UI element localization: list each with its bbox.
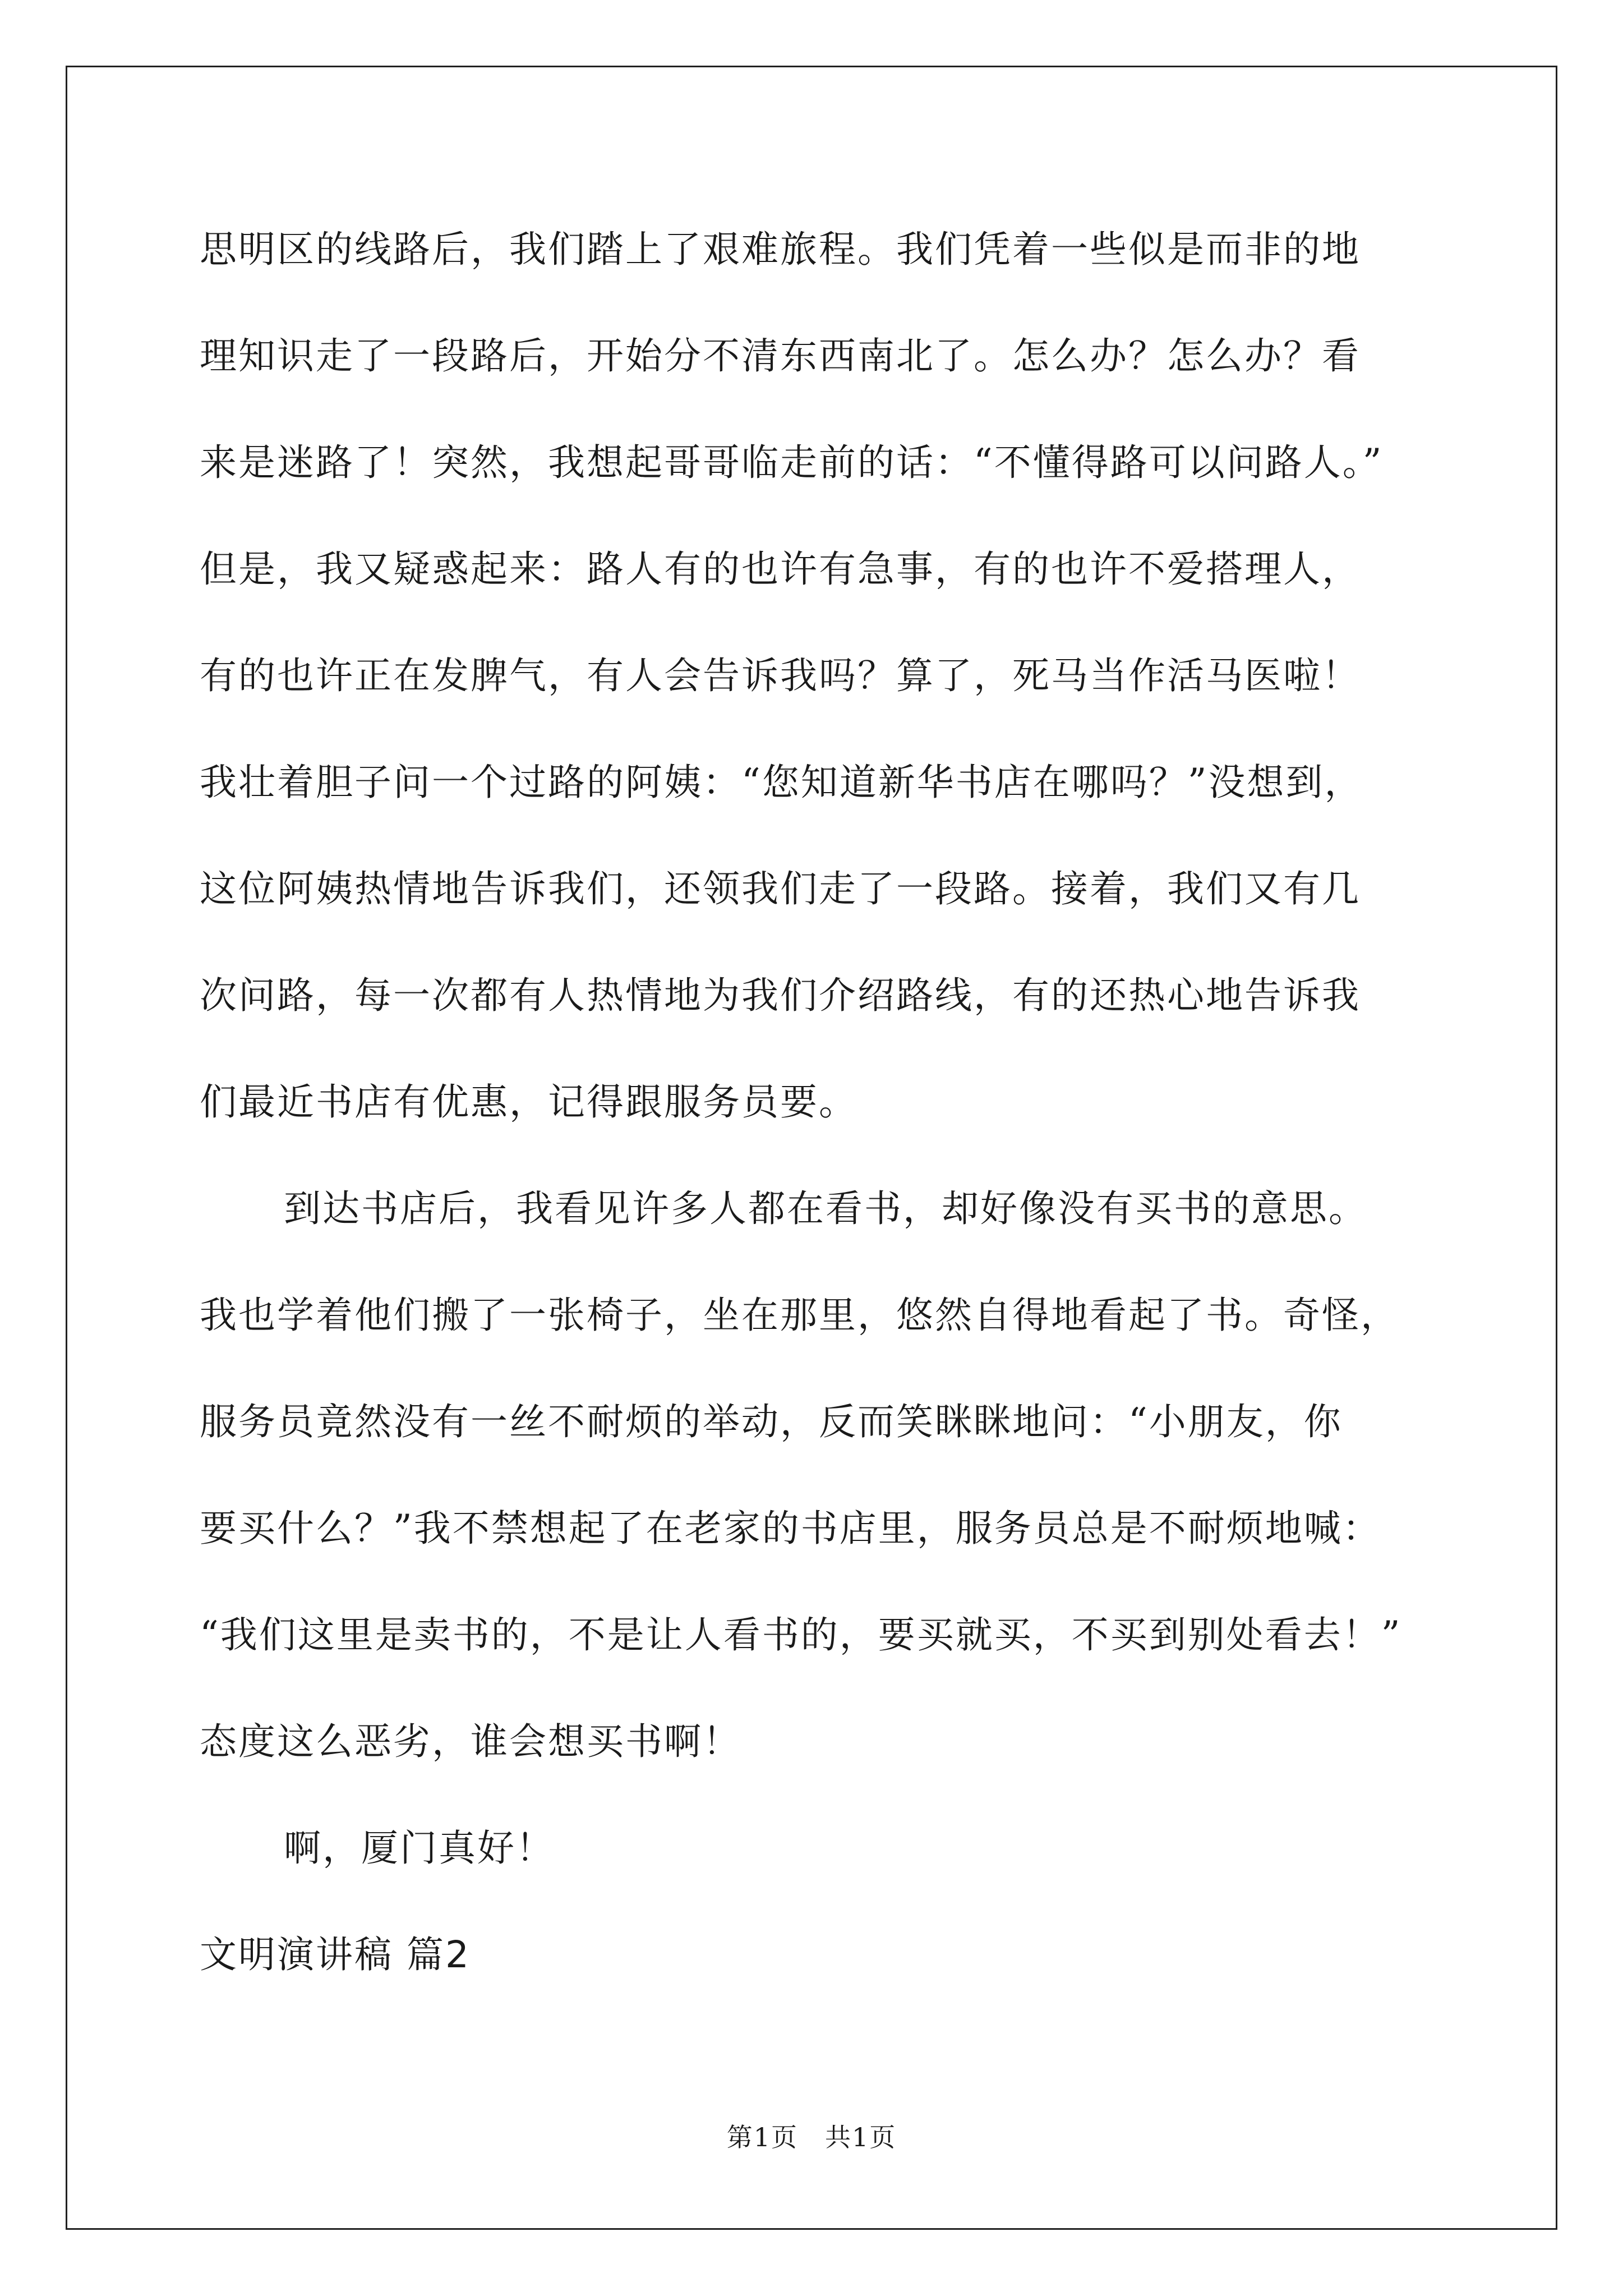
text-line: 要买什么？”我不禁想起了在老家的书店里，服务员总是不耐烦地喊： — [200, 1507, 1381, 1550]
text-line: 这位阿姨热情地告诉我们，还领我们走了一段路。接着，我们又有几 — [200, 867, 1361, 910]
text-line: “我们这里是卖书的，不是让人看书的，要买就买，不买到别处看去！” — [200, 1613, 1402, 1657]
text-line: 我也学着他们搬了一张椅子，坐在那里，悠然自得地看起了书。奇怪， — [200, 1294, 1399, 1337]
paragraph-first-line: 到达书店后，我看见许多人都在看书，却好像没有买书的意思。 — [284, 1187, 1367, 1230]
text-line: 有的也许正在发脾气，有人会告诉我吗？算了，死马当作活马医啦！ — [200, 654, 1361, 697]
page-footer: 第1页 共1页 — [726, 2122, 897, 2152]
text-line: 们最近书店有优惠，记得跟服务员要。 — [200, 1080, 857, 1124]
text-line: 思明区的线路后，我们踏上了艰难旅程。我们凭着一些似是而非的地 — [200, 228, 1361, 271]
page-frame — [66, 66, 1557, 2230]
section-heading: 文明演讲稿 篇2 — [200, 1933, 471, 1976]
text-line: 态度这么恶劣，谁会想买书啊！ — [200, 1720, 741, 1763]
text-line: 来是迷路了！突然，我想起哥哥临走前的话：“不懂得路可以问路人。” — [200, 441, 1384, 484]
text-line: 但是，我又疑惑起来：路人有的也许有急事，有的也许不爱搭理人， — [200, 547, 1361, 591]
text-line: 理知识走了一段路后，开始分不清东西南北了。怎么办？怎么办？看 — [200, 334, 1361, 378]
text-line: 次问路，每一次都有人热情地为我们介绍路线，有的还热心地告诉我 — [200, 974, 1361, 1017]
paragraph-first-line: 啊，厦门真好！ — [284, 1826, 555, 1870]
text-line: 服务员竟然没有一丝不耐烦的举动，反而笑眯眯地问：“小朋友，你 — [200, 1400, 1343, 1443]
text-line: 我壮着胆子问一个过路的阿姨：“您知道新华书店在哪吗？”没想到， — [200, 761, 1363, 804]
